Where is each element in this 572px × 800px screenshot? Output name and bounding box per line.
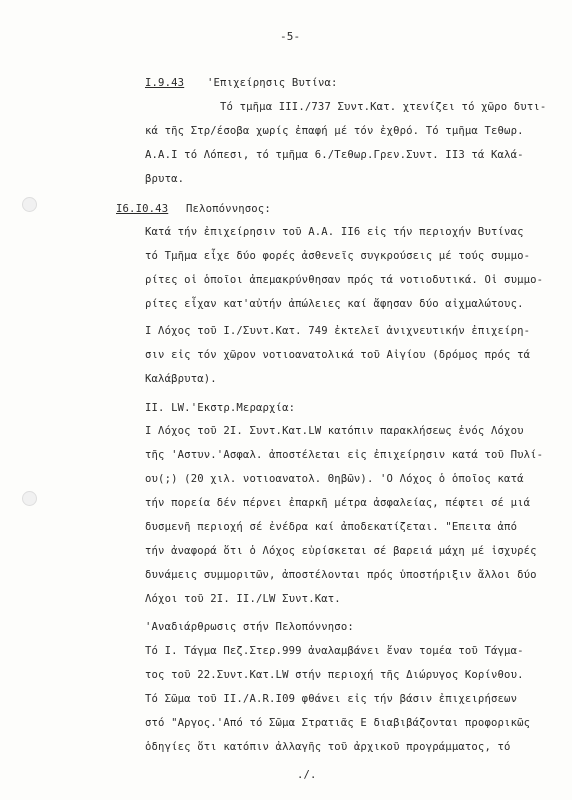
text-line: Λόχοι τοῦ 2Ι. ΙΙ./LW Συντ.Κατ. — [145, 593, 341, 605]
text-line: Τό Σῶμα τοῦ ΙΙ./Α.R.Ι09 φθάνει εἰς τήν βάσιν ἐπιχειρήσεων — [145, 693, 518, 705]
text-line: στό "Αργος.'Από τό Σῶμα Στρατιᾶς Ε διαβιβάζονται προφορικῶς — [145, 717, 531, 729]
punch-hole — [22, 491, 37, 506]
text-line: δυσμενῆ περιοχή σέ ἐνέδρα καί ἀποδεκατίζεται. "Επειτα ἀπό — [145, 521, 518, 533]
text-line: βρυτα. — [145, 173, 185, 185]
text-line: τό Τμῆμα εἶχε δύο φορές ἀσθενεῖς συγκρούσεις μέ τούς συμμο- — [145, 250, 531, 262]
text-line: Τό τμῆμα ΙΙΙ./737 Συντ.Κατ. χτενίζει τό χῶρο δυτι- — [220, 101, 547, 113]
text-line: τος τοῦ 22.Συντ.Κατ.LW στήν περιοχή τῆς Διώρυγος Κορίνθου. — [145, 669, 524, 681]
section-heading: Πελοπόννησος: — [186, 203, 271, 215]
text-line: ρίτες εἶχαν κατ'αὐτήν ἀπώλειες καί ἄφησαν δύο αἰχμαλώτους. — [145, 298, 524, 310]
continuation-mark: ./. — [297, 769, 317, 781]
text-line: δυνάμεις συμμοριτῶν, ἀποστέλονται πρός ὑποστήριξιν ἄλλοι δύο — [145, 569, 537, 581]
date-heading: Ι6.Ι0.43 — [116, 203, 169, 215]
text-line: Καλάβρυτα). — [145, 373, 217, 385]
page-number: -5- — [280, 30, 301, 43]
text-line: ὁδηγίες ὅτι κατόπιν ἀλλαγῆς τοῦ ἀρχικοῦ προγράμματος, τό — [145, 741, 511, 753]
text-line: κά τῆς Στρ/έσοβα χωρίς ἐπαφή μέ τόν ἐχθρό. Τό τμῆμα Τεθωρ. — [145, 125, 524, 137]
text-line: τήν πορεία δέν πέρνει ἐπαρκῆ μέτρα ἀσφαλείας, πέφτει σέ μιά — [145, 497, 531, 509]
text-line: Κατά τήν ἐπιχείρησιν τοῦ Α.Α. ΙΙ6 εἰς τήν περιοχήν Βυτίνας — [145, 226, 524, 238]
section-heading: 'Επιχείρησις Βυτίνα: — [207, 77, 338, 89]
text-line: Α.Α.Ι τό Λόπεσι, τό τμῆμα 6./Τεθωρ.Γρεν.Συντ. ΙΙ3 τά Καλά- — [145, 149, 524, 161]
text-line: τήν ἀναφορά ὅτι ὁ Λόχος εὑρίσκεται σέ βαρειά μάχη μέ ἰσχυρές — [145, 545, 537, 557]
text-line: τῆς 'Αστυν.'Ασφαλ. ἀποστέλεται εἰς ἐπιχείρησιν κατά τοῦ Πυλί- — [145, 449, 544, 461]
text-line: ρίτες οἱ ὁποῖοι ἀπεμακρύνθησαν πρός τά νοτιοδυτικά. Οἱ συμμο- — [145, 274, 544, 286]
text-line: Ι Λόχος τοῦ Ι./Συντ.Κατ. 749 ἐκτελεῖ ἀνιχνευτικήν ἐπιχείρη- — [145, 325, 531, 337]
text-line: Ι Λόχος τοῦ 2Ι. Συντ.Κατ.LW κατόπιν παρακλήσεως ἑνός Λόχου — [145, 425, 524, 437]
section-heading: 'Αναδιάρθρωσις στήν Πελοπόννησο: — [145, 621, 354, 633]
text-line: ου(;) (20 χιλ. νοτιοανατολ. Θηβῶν). 'Ο Λόχος ὁ ὁποῖος κατά — [145, 473, 524, 485]
text-line: Τό Ι. Τάγμα Πεζ.Στερ.999 ἀναλαμβάνει ἕναν τομέα τοῦ Τάγμα- — [145, 645, 524, 657]
punch-hole — [22, 197, 37, 212]
section-heading: ΙΙ. LW.'Εκστρ.Μεραρχία: — [145, 402, 296, 414]
date-heading: Ι.9.43 — [145, 77, 185, 89]
text-line: σιν εἰς τόν χῶρον νοτιοανατολικά τοῦ Αἰγίου (δρόμος πρός τά — [145, 349, 531, 361]
